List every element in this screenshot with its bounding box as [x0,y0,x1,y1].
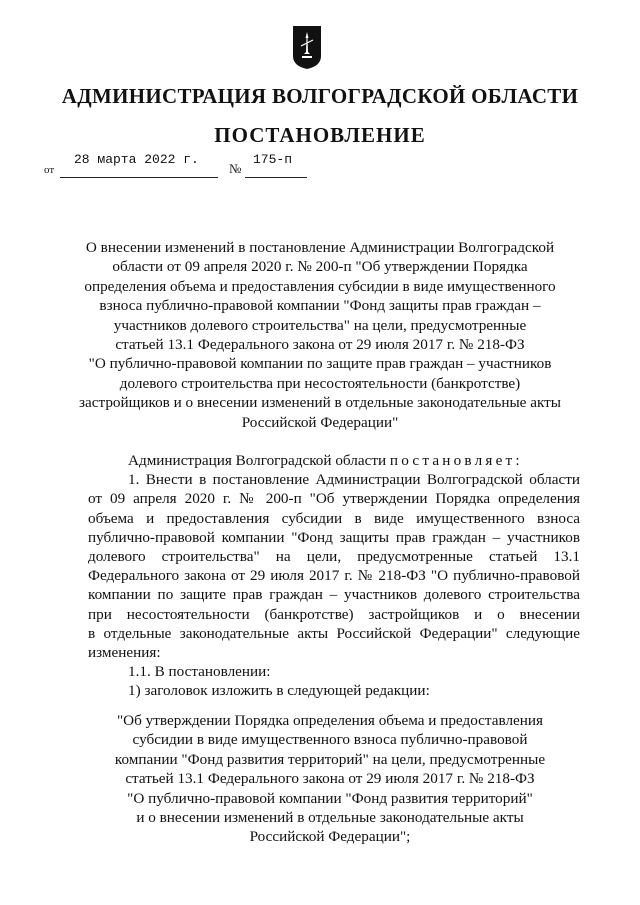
subject-line: участников долевого строительства" на цели, предусмотренные [113,316,527,334]
number-underline [245,177,307,178]
subject-line: застройщиков и о внесении изменений в отдельные законодательные акты [79,394,561,412]
quote-line: субсидии в виде имущественного взноса публично-правовой [132,731,528,749]
quote-line: Российской Федерации"; [249,828,411,846]
organization-title: АДМИНИСТРАЦИЯ ВОЛГОГРАДСКОЙ ОБЛАСТИ [61,84,579,108]
subject-line: О внесении изменений в постановление Администрации Волгоградской [85,239,555,256]
date-value: 28 марта 2022 г. [74,152,199,167]
document-meta [0,150,640,180]
subject-line: долевого строительства при несостоятельности (банкротстве) [119,374,521,392]
item-1-line: 1. Внести в постановление Администрации Волгоградской области [128,471,580,489]
item-1-line: в отдельные законодательные акты Российской Федерации" следующие [88,624,580,642]
quote-line: статьей 13.1 Федерального закона от 29 июля 2017 г. № 218-ФЗ [125,770,535,788]
document-type-title: ПОСТАНОВЛЕНИЕ [214,123,426,147]
item-1-line: объема и предоставления субсидии в виде имущественного взноса [88,509,580,527]
subject-line: области от 09 апреля 2020 г. № 200-п "Об утверждении Порядка [112,258,528,276]
number-value: 175-п [253,152,293,167]
document-subject [60,238,580,432]
item-1-line: долевого строительства" на цели, предусмотренные статьей 13.1 [88,547,580,565]
item-1-line: компании по защите прав граждан – участников долевого строительства [88,586,580,604]
quoted-new-title [80,711,580,847]
document-body [88,451,580,700]
item-1-line: от 09 апреля 2020 г. № 200-п "Об утверждении Порядка определения [88,490,580,508]
quote-line: компании "Фонд развития территорий" на цели, предусмотренные [114,750,546,768]
date-underline [60,177,218,178]
item-1-line: публично-правовой компании "Фонд защиты прав граждан – участников [88,528,580,546]
quote-line: "Об утверждении Порядка определения объема и предоставления [116,712,544,729]
date-prefix: от [44,164,55,176]
number-prefix: № [229,161,242,176]
volgograd-coat-of-arms-icon [293,26,321,69]
item-1-1: 1.1. В постановлении: [128,663,271,681]
decree-intro-subject: Администрация Волгоградской области [128,452,387,469]
quote-line: и о внесении изменений в отдельные законодательные акты [136,809,524,827]
decree-intro [88,451,580,470]
subject-line: "О публично-правовой компании по защите прав граждан – участников [88,355,552,373]
quote-line: "О публично-правовой компании "Фонд развития территорий" [127,789,533,807]
item-1-line: изменения: [88,643,161,661]
decree-verb: постановляет: [389,452,523,469]
subject-line: определения объема и предоставления субсидии в виде имущественного [84,277,556,295]
item-1-1-1: 1) заголовок изложить в следующей редакции: [128,682,430,700]
subject-line: взноса публично-правовой компании "Фонд защиты прав граждан – [99,297,541,315]
item-1-line: Федерального закона от 29 июля 2017 г. № 218-ФЗ "О публично-правовой [88,567,580,585]
item-1-line: при несостоятельности (банкротстве) застройщиков и о внесении [88,605,580,623]
subject-line: статьей 13.1 Федерального закона от 29 июля 2017 г. № 218-ФЗ [115,336,525,354]
subject-line: Российской Федерации" [241,413,399,431]
